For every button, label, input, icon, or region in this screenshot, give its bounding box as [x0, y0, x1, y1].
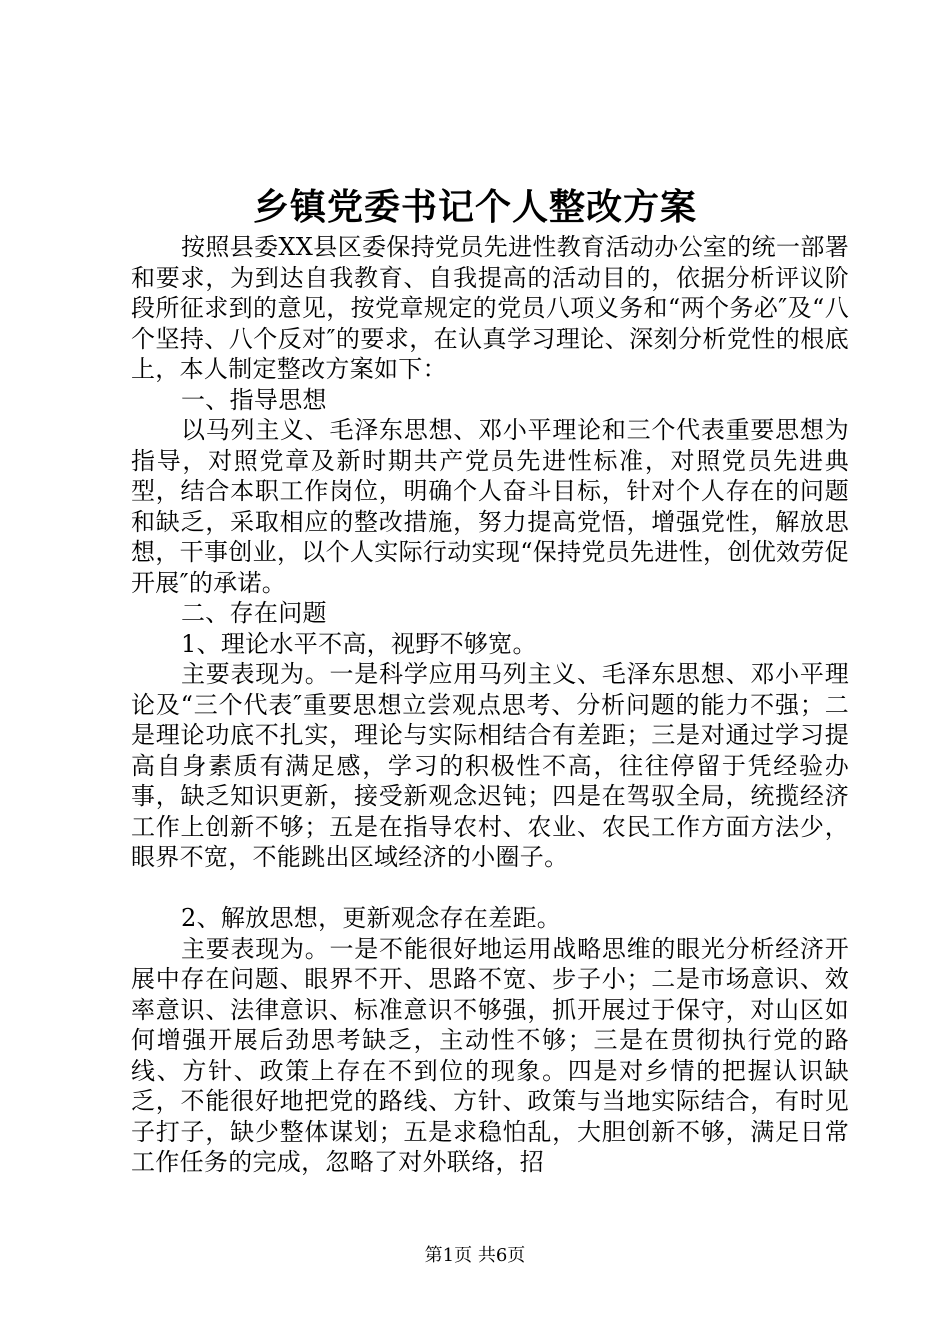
document-title: 乡镇党委书记个人整改方案: [252, 186, 697, 228]
section-heading-guiding-ideology: 一、指导思想: [181, 385, 327, 414]
paragraph-spacer: [131, 873, 849, 904]
problem-2-heading: 2、解放思想，更新观念存在差距。: [181, 904, 562, 932]
problem-1-paragraph: 主要表现为。一是科学应用马列主义、毛泽东思想、邓小平理论及“三个代表″重要思想立尝观点思考、分析问题的能力不强；二是理论功底不扎实，理论与实际相结合有差距；三是对通过学习提高自身素质有满足感，学习的积极性不高，往往停留于凭经验办事，缺乏知识更新，接受新观念迟钝；四是在驾驭全局，统揽经济工作上创新不够；五是在指导农村、农业、农民工作方面方法少，眼界不宽，不能跳出区域经济的小圈子。: [131, 660, 849, 871]
page-number-footer: 第1页 共6页: [424, 1245, 526, 1266]
problem-1-heading: 1、理论水平不高，视野不够宽。: [181, 629, 537, 658]
document-body: [131, 232, 849, 1178]
problem-2-paragraph: 主要表现为。一是不能很好地运用战略思维的眼光分析经济开展中存在问题、眼界不开、思路不宽、步子小；二是市场意识、效率意识、法律意识、标准意识不够强，抓开展过于保守，对山区如何增强开展后劲思考缺乏，主动性不够；三是在贯彻执行党的路线、方针、政策上存在不到位的现象。四是对乡情的把握认识缺乏，不能很好地把党的路线、方针、政策与当地实际结合，有时见子打子，缺少整体谋划；五是求稳怕乱，大胆创新不够，满足日常工作任务的完成，忽略了对外联络，招: [131, 934, 849, 1176]
guiding-ideology-paragraph: 以马列主义、毛泽东思想、邓小平理论和三个代表重要思想为指导，对照党章及新时期共产党员先进性标准，对照党员先进典型，结合本职工作岗位，明确个人奋斗目标，针对个人存在的问题和缺乏，采取相应的整改措施，努力提高党悟，增强党性，解放思想，干事创业，以个人实际行动实现“保持党员先进性，创优效劳促开展″的承诺。: [131, 416, 849, 597]
intro-paragraph: 按照县委XX县区委保持党员先进性教育活动办公室的统一部署和要求，为到达自我教育、自我提高的活动目的，依据分析评议阶段所征求到的意见，按党章规定的党员八项义务和“两个务必″及“八个坚持、八个反对″的要求，在认真学习理论、深刻分析党性的根底上，本人制定整改方案如下：: [131, 233, 849, 383]
section-heading-existing-problems: 二、存在问题: [181, 599, 327, 627]
